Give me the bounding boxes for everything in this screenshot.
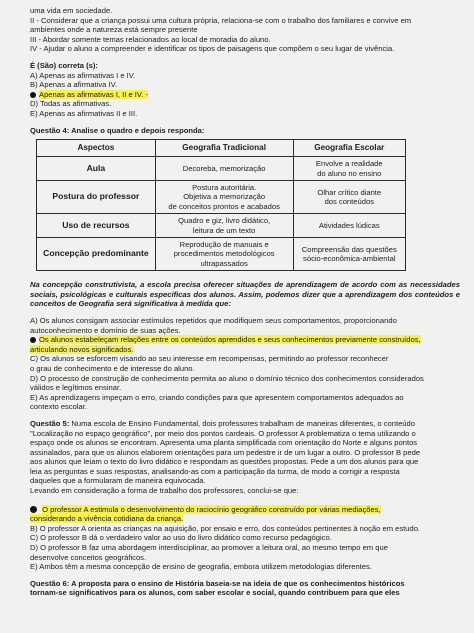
stem-line: aos alunos que leiam o texto do livro didático e respondam as questões propostas. Pede a um dos alunos para que	[30, 457, 419, 467]
q3-options	[30, 61, 460, 119]
option-line: contexto escolar.	[30, 402, 87, 412]
stem-line: Levando em consideração a forma de trabalho dos professores, conclui-se que:	[30, 486, 299, 496]
table-row	[37, 180, 406, 213]
option-e[interactable]: E) Apenas as afirmativas II e III.	[30, 108, 138, 118]
option-line: D) O professor B faz uma abordagem interdisciplinar, ao promover a leitura oral, ao mesmo tempo em que	[30, 543, 388, 553]
q6-label: Questão 6:	[30, 578, 70, 588]
option-line: O professor A estimula o desenvolvimento do raciocínio geográfico construído por várias mediações,	[42, 504, 381, 514]
option-line: articulando novos significados.	[30, 344, 134, 354]
stem-line: leia as perguntas e suas respostas, analisando-as com a participação da turma, de modo a corrigir a resposta	[30, 466, 400, 476]
selected-bullet-icon	[30, 337, 36, 343]
option-c-label: Apenas as afirmativas I, II e IV.	[39, 89, 144, 99]
q5-options	[30, 505, 460, 572]
table-row	[37, 157, 406, 181]
tradicional-cell: Reprodução de manuais e procedimentos metodológicos ultrapassados	[155, 237, 293, 270]
option-line: A) Os alunos consigam associar estímulos repetidos que modifiquem seus comportamentos, proporcionando	[30, 315, 397, 325]
q5-stem	[30, 419, 460, 496]
option-e[interactable]: E) Ambos têm a mesma concepção de ensino de geografia, embora utilizem metodologias diferentes.	[30, 562, 372, 572]
option-b-selected[interactable]	[30, 335, 460, 354]
option-d[interactable]	[30, 543, 460, 562]
q6-stem	[30, 579, 460, 598]
option-line: D) O processo de construção de conhecimento permita ao aluno o domínio técnico dos conhecimentos considerados	[30, 373, 424, 383]
option-line: desenvolve conceitos geográficos.	[30, 552, 147, 562]
escolar-cell: Atividades lúdicas	[293, 214, 405, 238]
q3-statements	[30, 6, 460, 54]
option-a[interactable]: A) Apenas as afirmativas I e IV.	[30, 70, 136, 80]
column-header: Geografia Escolar	[293, 140, 405, 157]
aspect-cell: Aula	[37, 157, 156, 181]
option-e[interactable]	[30, 393, 460, 412]
option-line: válidos e legítimos ensinar.	[30, 383, 122, 393]
statement-line: III - Abordar somente temas relacionados ao local de moradia do aluno.	[30, 34, 271, 44]
escolar-cell: Olhar crítico diante dos conteúdos	[293, 180, 405, 213]
option-c-marker: -	[145, 89, 149, 99]
stem-line: espaço onde os alunos se encontram. Apresenta uma planta simplificada com orientação do Norte e alguns pontos	[30, 438, 418, 448]
option-line: Os alunos estabeleçam relações entre os conteúdos aprendidos e seus conhecimentos previamente construídos,	[39, 335, 421, 345]
option-b[interactable]: B) O professor A orienta as crianças na aquisição, por ensaio e erro, dos conteúdos pertinentes à noção em estudo.	[30, 523, 421, 533]
q3-heading: É (São) correta (s):	[30, 60, 98, 70]
option-a-selected[interactable]	[30, 505, 460, 524]
aspect-cell: Concepção predominante	[37, 237, 156, 270]
option-line: C) Os alunos se esforcem visando ao seu interesse em recompensas, permitindo ao professor reconhecer	[30, 354, 389, 364]
escolar-cell: Envolve a realidade do aluno no ensino	[293, 157, 405, 181]
option-c-selected[interactable]	[30, 90, 460, 100]
stem-line: assinalados, para que os alunos elaborem orientações para um pedestre ir de um lugar a outro. O professor B pede	[30, 447, 421, 457]
statement-line: II - Considerar que a criança possui uma cultura própria, relaciona-se com o trabalho dos familiares e convive em	[30, 15, 412, 25]
option-c[interactable]	[30, 354, 460, 373]
option-d[interactable]: D) Todas as afirmativas.	[30, 99, 112, 109]
q5-label: Questão 5:	[30, 418, 70, 428]
tradicional-cell: Decoreba, memorização	[155, 157, 293, 181]
option-c[interactable]: C) O professor B dá o verdadeiro valor ao uso do livro didático como recurso pedagógico.	[30, 533, 332, 543]
table-row	[37, 237, 406, 270]
stem-line: daqueles que a formularam de maneira equivocada.	[30, 476, 206, 486]
column-header: Geografia Tradicional	[155, 140, 293, 157]
aspect-cell: Uso de recursos	[37, 214, 156, 238]
option-line: E) As aprendizagens impeçam o erro, criando condições para que apresentem comportamentos adequados ao	[30, 392, 404, 402]
option-c-text	[39, 90, 148, 99]
statement-line: IV - Ajudar o aluno a compreender e identificar os tipos de paisagens que compõem o seu lugar de vivência.	[30, 44, 395, 54]
stem-line: Numa escola de Ensino Fundamental, dois professores trabalham de maneiras diferentes, o conteúdo	[71, 418, 415, 428]
stem-line: "Localização no espaço geográfico", por meio dos pontos cardeais. O professor A problematiza o tema utilizando o	[30, 428, 416, 438]
stem-line: tornam-se significativos para os alunos, com saber escolar e social, quando contribuem para que eles	[30, 588, 400, 598]
option-line: considerando a vivência cotidiana da criança.	[30, 514, 184, 524]
option-a[interactable]	[30, 316, 460, 335]
aspect-cell: Postura do professor	[37, 180, 156, 213]
escolar-cell: Compreensão das questões sócio-econômica-ambiental	[293, 237, 405, 270]
option-d[interactable]	[30, 374, 460, 393]
tradicional-cell: Quadro e giz, livro didático, leitura de um texto	[155, 214, 293, 238]
option-line: o grau de conhecimento e de interesse do aluno.	[30, 363, 195, 373]
tradicional-cell: Postura autoritária. Objetiva a memorização de conceitos prontos e acabados	[155, 180, 293, 213]
option-b[interactable]: B) Apenas a afirmativa IV.	[30, 80, 118, 90]
q4-heading: Questão 4: Analise o quadro e depois responda:	[30, 125, 205, 135]
q4-options	[30, 316, 460, 412]
option-line: autoconhecimento e domínio de suas ações.	[30, 325, 181, 335]
column-header: Aspectos	[37, 140, 156, 157]
statement-line: ambientes onde a natureza está sempre presente	[30, 25, 198, 35]
statement-line: uma vida em sociedade.	[30, 6, 113, 15]
q4-intro: Na concepção construtivista, a escola precisa oferecer situações de aprendizagem de acordo com as necessidades sociais, psicológicas e culturais específicas dos alunos. Assim, podemos dizer que a aprendizagem dos conteúdos e conceitos de Geografia será significativa à medida que:	[30, 280, 460, 309]
table-header-row	[37, 140, 406, 157]
selected-bullet-icon	[30, 506, 37, 513]
comparison-table	[36, 139, 406, 271]
stem-line: A proposta para o ensino de História baseia-se na ideia de que os conhecimentos históricos	[71, 578, 405, 588]
selected-bullet-icon	[30, 92, 36, 98]
table-row	[37, 214, 406, 238]
